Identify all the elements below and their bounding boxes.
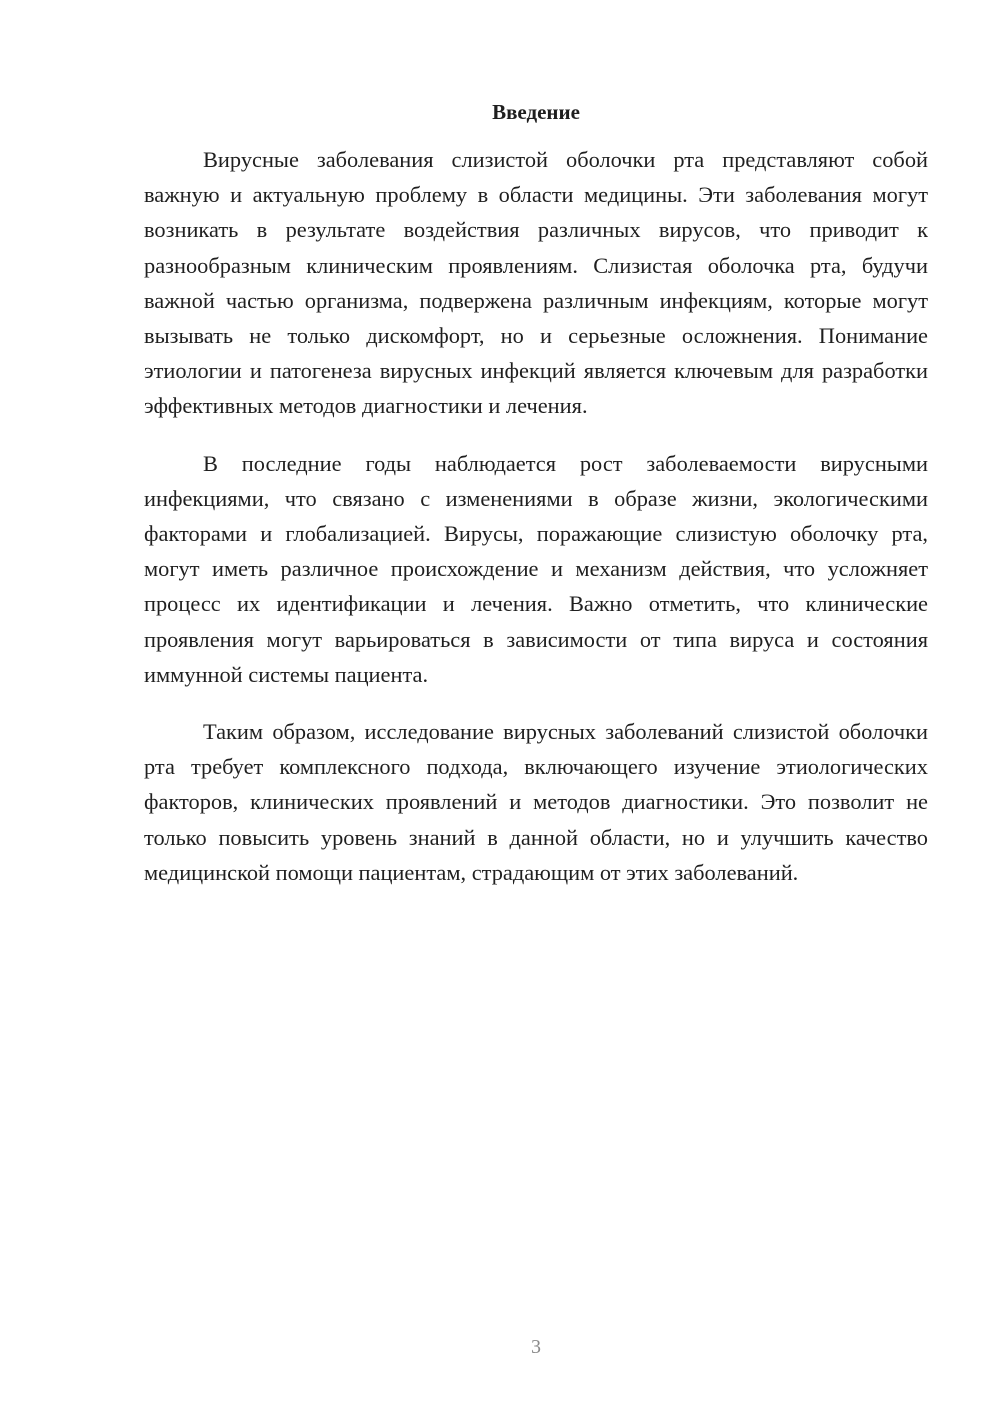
section-title: Введение [492,100,580,124]
paragraph-2: В последние годы наблюдается рост заболеваемости вирусными инфекциями, что связано с изменениями в образе жизни, экологическими факторами и глобализацией. Вирусы, поражающие слизистую оболочку рта, могут иметь различное происхождение и механизм действия, что усложняет процесс их идентификации и лечения. Важно отметить, что клинические проявления могут варьироваться в зависимости от типа вируса и состояния иммунной системы пациента. [144,450,928,687]
body-text [144,142,928,912]
page-number: 3 [531,1336,541,1358]
paragraph-1: Вирусные заболевания слизистой оболочки рта представляют собой важную и актуальную проблему в области медицины. Эти заболевания могут возникать в результате воздействия различных вирусов, что приводит к разнообразным клиническим проявлениям. Слизистая оболочка рта, будучи важной частью организма, подвержена различным инфекциям, которые могут вызывать не только дискомфорт, но и серьезные осложнения. Понимание этиологии и патогенеза вирусных инфекций является ключевым для разработки эффективных методов диагностики и лечения. [144,147,928,419]
paragraph-3: Таким образом, исследование вирусных заболеваний слизистой оболочки рта требует комплексного подхода, включающего изучение этиологических факторов, клинических проявлений и методов диагностики. Это позволит не только повысить уровень знаний в данной области, но и улучшить качество медицинской помощи пациентам, страдающим от этих заболеваний. [144,719,928,885]
